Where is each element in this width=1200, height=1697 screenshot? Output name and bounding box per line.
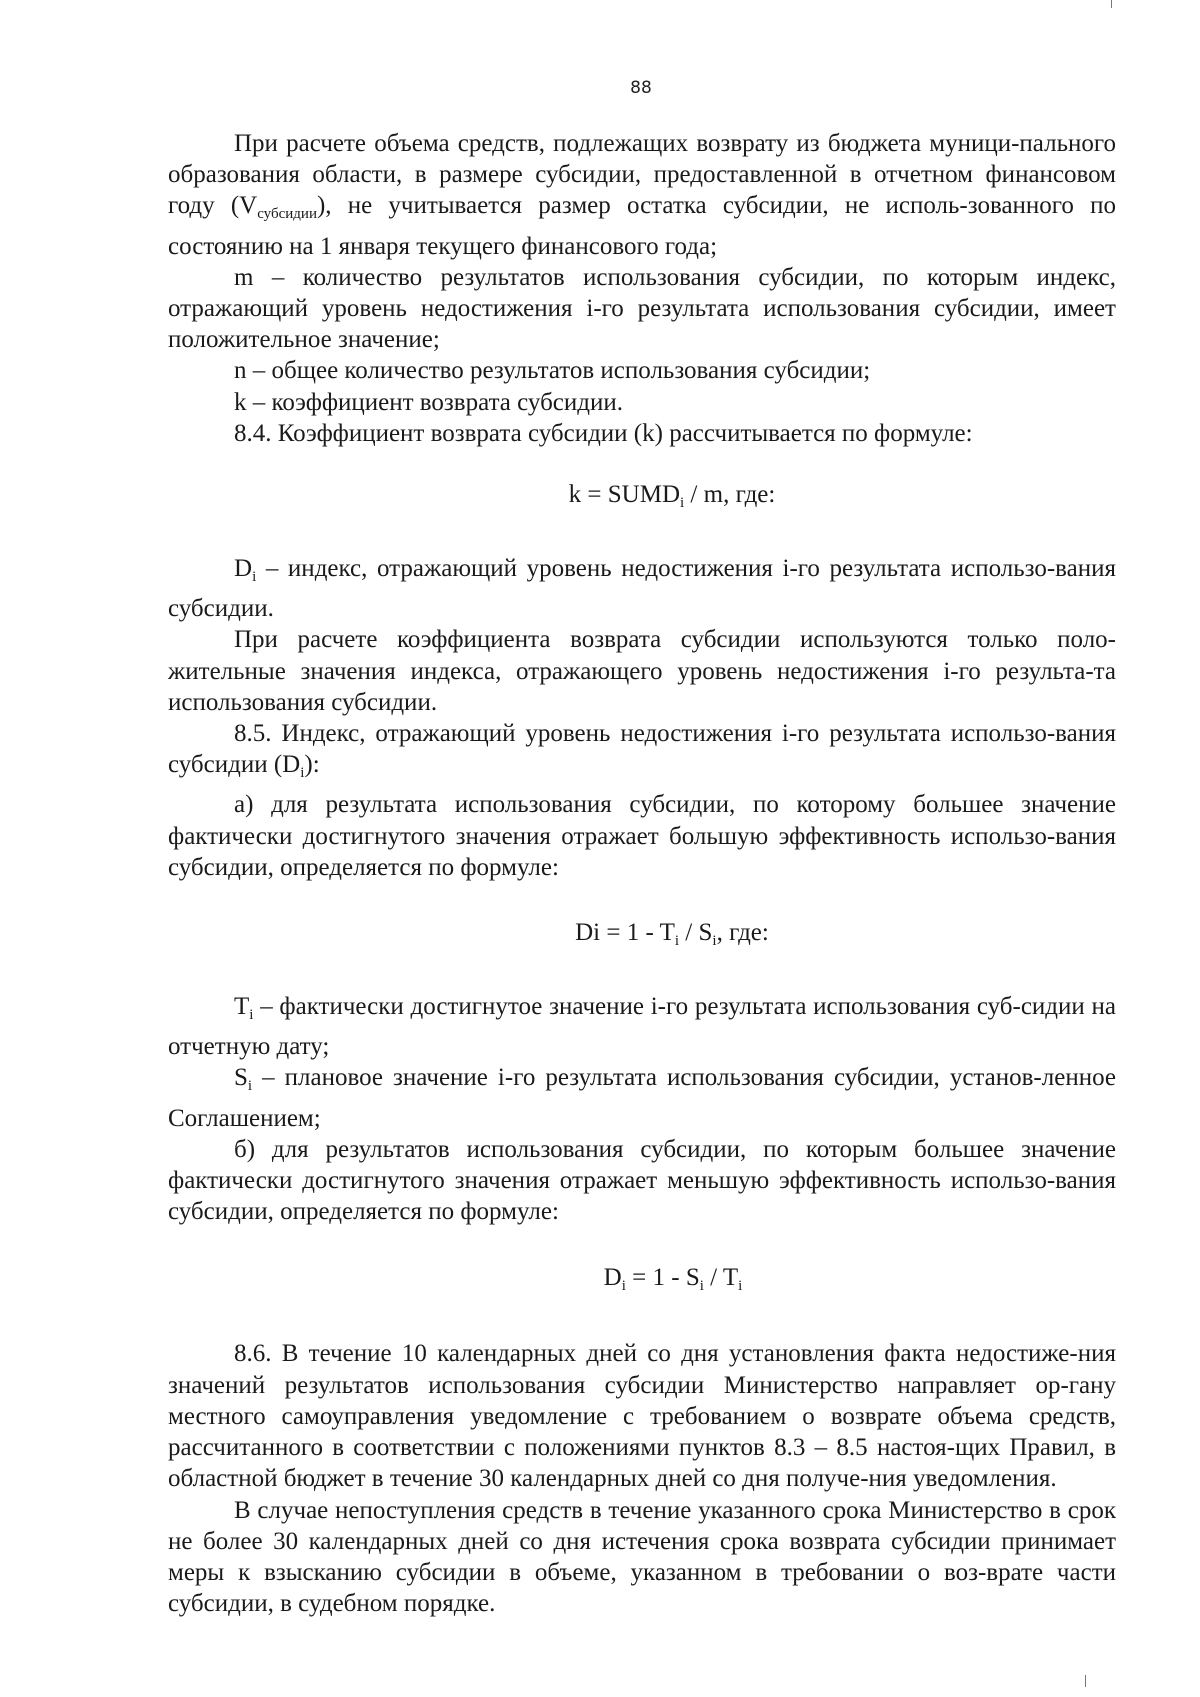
- case-a: а) для результата использования субсидии, по которому большее значение фактически достигнутого значения отражает большую эффективность использо-вания субсидии, определяется по формуле:: [168, 791, 1116, 881]
- paragraph-positive-values: При расчете коэффициента возврата субсидии используются только поло-жительные значения индекса, отражающего уровень недостижения i-го результа-та использования субсидии.: [168, 626, 1116, 716]
- definition-m: m – количество результатов использования субсидии, по которым индекс, отражающий уровень недостижения i-го результата использования субсидии, имеет положительное значение;: [168, 263, 1116, 354]
- definition-si: $S_i$ – плановое значение i-го результата использования субсидии, установ-ленное Соглашением;: [168, 1064, 1116, 1132]
- formula-di-a: $Di = 1 - T_i / S_i$, где:: [575, 919, 769, 950]
- clause-8-6: 8.6. В течение 10 календарных дней со дня установления факта недостиже-ния значений результатов использования субсидии Министерство направляет ор-гану местного самоуправления уведомление с требованием о возврате объема средств, рассчитанного в соответствии с положениями пунктов 8.3 – 8.5 настоя-щих Правил, в областной бюджет в течение 30 календарных дней со дня получе-ния уведомления.: [168, 1340, 1116, 1493]
- paragraph-non-receipt: В случае непоступления средств в течение указанного срока Министерство в срок не более 30 календарных дней со дня истечения срока возврата субсидии принимает меры к взысканию субсидии в объеме, указанном в требовании о воз-врате части субсидии, в судебном порядке.: [168, 1496, 1116, 1618]
- page-number: 88: [630, 78, 652, 98]
- definition-ti: $T_i$ – фактически достигнутое значение i-го результата использования суб-сидии на отчетную дату;: [168, 993, 1116, 1061]
- document-body: [168, 128, 1116, 1619]
- clause-8-4: 8.4. Коэффициент возврата субсидии (k) рассчитывается по формуле:: [234, 419, 973, 447]
- scan-edge-mark: [1111, 0, 1112, 8]
- formula-k: $k = SUMD_i / m$, где:: [568, 481, 776, 512]
- definition-di: $D_i$ – индекс, отражающий уровень недостижения i-го результата использо-вания субсидии.: [168, 555, 1116, 623]
- formula-di-b: $D_i = 1 - S_i / T_i$: [603, 1264, 743, 1295]
- paragraph-refund-volume: При расчете объема средств, подлежащих возврату из бюджета муници-пального образования области, в размере субсидии, предоставленной в отчетном финансовом году $(V_{субсидии})$, не учитывается размер остатка субсидии, не исполь-зованного по состоянию на 1 января текущего финансового года;: [168, 130, 1116, 260]
- clause-8-5: 8.5. Индекс, отражающий уровень недостижения i-го результата использо-вания субсидии $(D_i)$:: [168, 720, 1116, 782]
- definition-n: n – общее количество результатов использования субсидии;: [234, 357, 871, 385]
- scan-edge-mark-bottom: [1085, 1675, 1086, 1687]
- case-b: б) для результатов использования субсидии, по которым большее значение фактически достигнутого значения отражает меньшую эффективность использо-вания субсидии, определяется по формуле:: [168, 1135, 1116, 1226]
- definition-k: k – коэффициент возврата субсидии.: [234, 388, 624, 416]
